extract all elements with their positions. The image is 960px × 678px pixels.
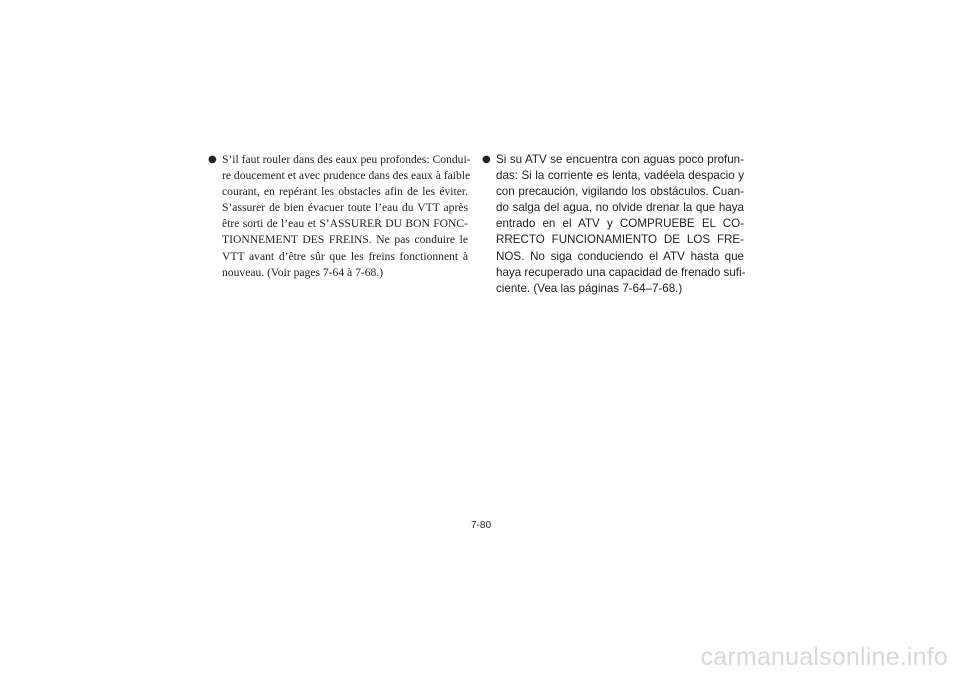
french-column: [208, 152, 471, 281]
text-line: courant, en repérant les obstacles afin de les éviter.: [222, 185, 468, 199]
text-line: être sorti de l’eau et S’ASSURER DU BON FONC-: [222, 217, 468, 231]
text-line: NOS. No siga conduciendo el ATV hasta que: [496, 249, 744, 263]
spanish-column: [482, 152, 746, 297]
text-line: nouveau. (Voir pages 7-64 à 7-68.): [222, 265, 384, 279]
text-line: haya recuperado una capacidad de frenado sufi-: [496, 265, 746, 279]
text-line: con precaución, vigilando los obstáculos. Cuan-: [496, 185, 744, 199]
text-line: do salga del agua, no olvide drenar la que haya: [496, 201, 744, 215]
text-line: das: Si la corriente es lenta, vadéela despacio y: [496, 169, 744, 183]
spanish-paragraph: [496, 152, 744, 297]
text-line: ciente. (Vea las páginas 7-64–7-68.): [496, 281, 683, 295]
text-line: S’il faut rouler dans des eaux peu profondes: Condui-: [222, 153, 471, 166]
text-line: Si su ATV se encuentra con aguas poco profun-: [496, 153, 744, 166]
text-line: RRECTO FUNCIONAMIENTO DE LOS FRE-: [496, 233, 744, 247]
watermark: carmanualsonline.info: [700, 643, 948, 671]
page-number: 7-80: [471, 520, 492, 531]
text-line: entrado en el ATV y COMPRUEBE EL CO-: [496, 217, 744, 231]
french-paragraph: [222, 152, 471, 281]
text-line: VTT avant d’être sûr que les freins fonctionnent à: [222, 249, 468, 263]
text-line: re doucement et avec prudence dans des eaux à faible: [222, 169, 471, 183]
text-line: S’assurer de bien évacuer toute l’eau du VTT après: [222, 201, 468, 215]
bullet-icon: ●: [482, 154, 491, 165]
bullet-icon: ●: [208, 154, 217, 165]
text-line: TIONNEMENT DES FREINS. Ne pas conduire le: [222, 233, 468, 247]
